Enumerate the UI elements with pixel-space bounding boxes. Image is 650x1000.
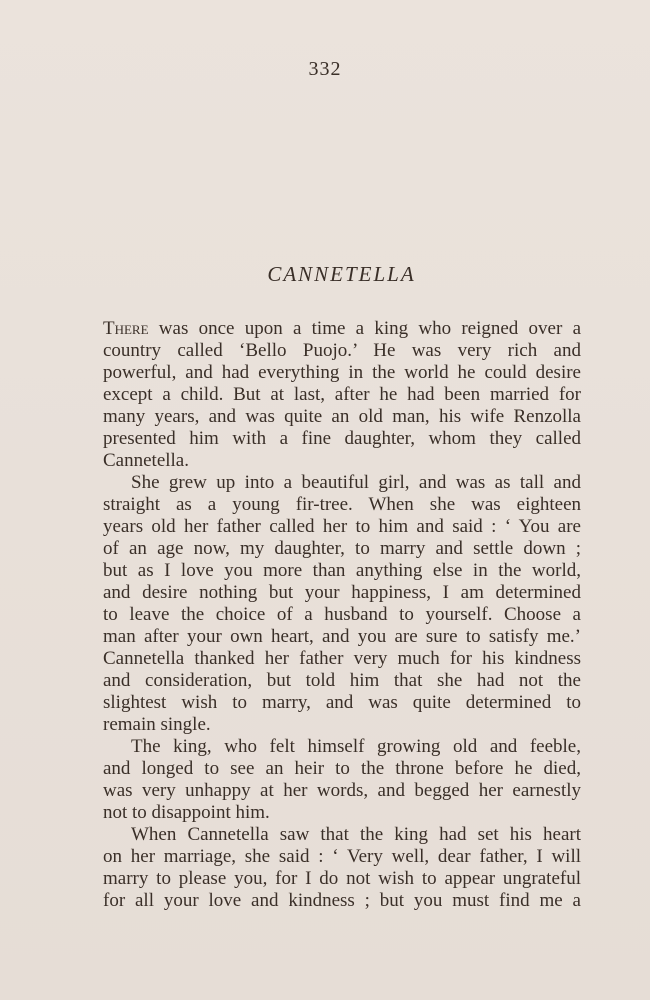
text-line: years old her father called her to him and said : ‘ You are: [103, 516, 581, 537]
text-line: on her marriage, she said : ‘ Very well, dear father, I will: [103, 846, 581, 867]
text-line: except a child. But at last, after he had been married for: [103, 384, 581, 405]
text-line: Cannetella thanked her father very much for his kindness: [103, 648, 581, 669]
text-line: slightest wish to marry, and was quite determined to: [103, 692, 581, 713]
line-rest: was once upon a time a king who reigned over a: [148, 318, 581, 339]
text-line: and longed to see an heir to the throne before he died,: [103, 758, 581, 779]
text-line: man after your own heart, and you are sure to satisfy me.’: [103, 626, 581, 647]
text-line: The king, who felt himself growing old and feeble,: [131, 736, 581, 757]
text-line: of an age now, my daughter, to marry and settle down ;: [103, 538, 581, 559]
text-line: Cannetella.: [103, 450, 189, 471]
text-line: [103, 318, 581, 340]
text-line: and consideration, but told him that she had not the: [103, 670, 581, 691]
text-line: was very unhappy at her words, and begged her earnestly: [103, 780, 581, 801]
text-line: many years, and was quite an old man, his wife Renzolla: [103, 406, 581, 427]
text-line: to leave the choice of a husband to yourself. Choose a: [103, 604, 581, 625]
page-number: 332: [308, 58, 342, 80]
chapter-title: CANNETELLA: [267, 262, 416, 286]
text-line: powerful, and had everything in the world he could desire: [103, 362, 581, 383]
text-line: presented him with a fine daughter, whom they called: [103, 428, 581, 449]
text-line: She grew up into a beautiful girl, and was as tall and: [131, 472, 581, 493]
text-line: but as I love you more than anything else in the world,: [103, 560, 581, 581]
drop-word: There: [103, 318, 149, 339]
text-line: not to disappoint him.: [103, 802, 270, 823]
text-line: and desire nothing but your happiness, I am determined: [103, 582, 581, 603]
body-text: [103, 318, 581, 912]
text-line: country called ‘Bello Puojo.’ He was very rich and: [103, 340, 581, 361]
text-line: for all your love and kindness ; but you must find me a: [103, 890, 581, 911]
text-line: straight as a young fir-tree. When she was eighteen: [103, 494, 581, 515]
text-line: marry to please you, for I do not wish to appear ungrateful: [103, 868, 581, 889]
text-line: When Cannetella saw that the king had set his heart: [131, 824, 581, 845]
text-line: remain single.: [103, 714, 211, 735]
